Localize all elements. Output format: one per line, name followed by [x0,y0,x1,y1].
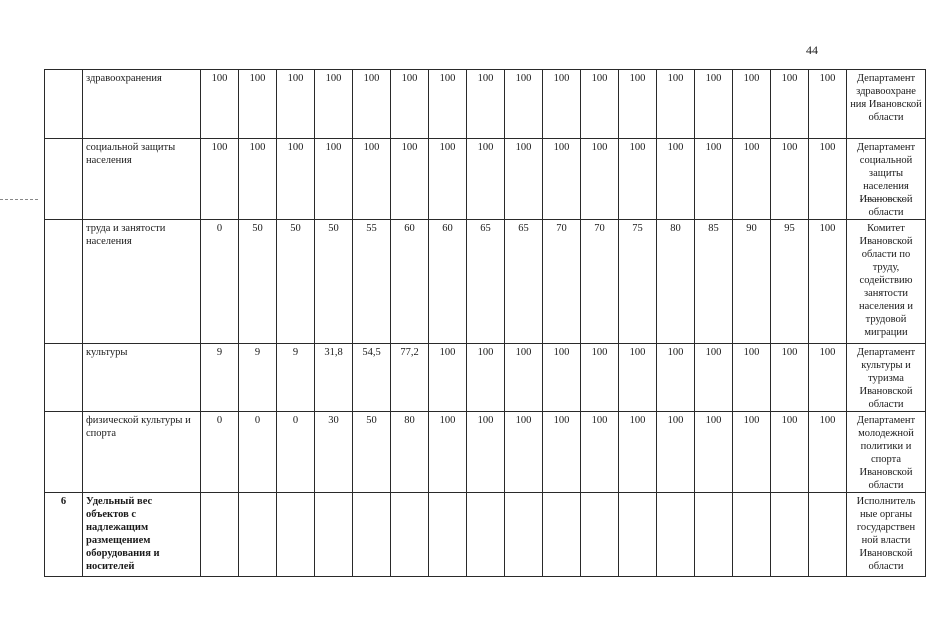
value-cell: 100 [809,70,847,139]
value-cell: 95 [771,220,809,344]
value-cell: 100 [809,412,847,493]
value-cell: 100 [505,412,543,493]
value-cell [467,493,505,577]
value-cell: 100 [695,412,733,493]
value-cell [543,493,581,577]
row-name: здравоохранения [83,70,201,139]
value-cell: 80 [391,412,429,493]
value-cell [695,493,733,577]
value-cell: 100 [239,70,277,139]
row-name: Удельный вес объектов с надлежащим размещением оборудования и носителей [83,493,201,577]
value-cell: 50 [353,412,391,493]
value-cell [505,493,543,577]
row-name: социальной защиты населения [83,139,201,220]
value-cell: 55 [353,220,391,344]
value-cell: 0 [239,412,277,493]
value-cell: 100 [771,412,809,493]
value-cell: 100 [733,139,771,220]
executor-cell: Департамент социальной защиты населения Ивановской области [847,139,926,220]
value-cell: 100 [353,70,391,139]
value-cell: 70 [543,220,581,344]
value-cell: 100 [505,70,543,139]
value-cell: 9 [201,344,239,412]
value-cell: 100 [505,139,543,220]
value-cell: 65 [505,220,543,344]
value-cell: 100 [581,412,619,493]
value-cell: 65 [467,220,505,344]
value-cell: 0 [277,412,315,493]
value-cell: 75 [619,220,657,344]
value-cell [315,493,353,577]
value-cell: 100 [467,412,505,493]
row-index [45,344,83,412]
value-cell: 100 [543,139,581,220]
value-cell: 100 [467,70,505,139]
value-cell: 100 [657,412,695,493]
value-cell: 100 [581,139,619,220]
value-cell: 100 [809,344,847,412]
value-cell: 100 [315,139,353,220]
row-name: культуры [83,344,201,412]
table-row [45,344,926,412]
value-cell: 30 [315,412,353,493]
value-cell: 50 [239,220,277,344]
value-cell [429,493,467,577]
value-cell: 100 [467,344,505,412]
value-cell: 100 [429,412,467,493]
table-row [45,139,926,220]
value-cell: 100 [695,344,733,412]
value-cell: 60 [391,220,429,344]
value-cell: 70 [581,220,619,344]
value-cell [771,493,809,577]
row-index [45,139,83,220]
page-number: 44 [806,43,818,57]
value-cell: 9 [277,344,315,412]
value-cell: 100 [315,70,353,139]
value-cell: 100 [429,344,467,412]
value-cell: 0 [201,412,239,493]
value-cell: 100 [581,344,619,412]
value-cell: 50 [315,220,353,344]
value-cell: 100 [619,412,657,493]
executor-cell: Комитет Ивановской области по труду, содействию занятости населения и трудовой миграции [847,220,926,344]
value-cell: 100 [391,139,429,220]
value-cell: 100 [391,70,429,139]
value-cell: 77,2 [391,344,429,412]
value-cell: 100 [505,344,543,412]
value-cell: 100 [277,139,315,220]
value-cell: 100 [695,139,733,220]
value-cell: 100 [201,139,239,220]
scan-artifact-dash-left [0,199,38,200]
value-cell: 100 [239,139,277,220]
value-cell [353,493,391,577]
table-row [45,70,926,139]
row-name: труда и занятости населения [83,220,201,344]
value-cell [277,493,315,577]
executor-cell: Исполнитель ные органы государствен ной власти Ивановской области [847,493,926,577]
value-cell: 100 [543,344,581,412]
value-cell: 100 [771,70,809,139]
executor-cell: Департамент здравоохране ния Ивановской области [847,70,926,139]
value-cell: 100 [657,139,695,220]
value-cell: 85 [695,220,733,344]
value-cell: 100 [467,139,505,220]
value-cell: 100 [277,70,315,139]
value-cell: 100 [733,70,771,139]
table-row [45,493,926,577]
value-cell: 9 [239,344,277,412]
indicators-table [44,69,926,577]
executor-cell: Департамент молодежной политики и спорта Ивановской области [847,412,926,493]
row-index [45,70,83,139]
value-cell: 60 [429,220,467,344]
value-cell: 100 [353,139,391,220]
value-cell [201,493,239,577]
value-cell: 0 [201,220,239,344]
value-cell: 100 [429,70,467,139]
value-cell: 100 [581,70,619,139]
value-cell: 100 [201,70,239,139]
value-cell: 100 [771,344,809,412]
value-cell [581,493,619,577]
value-cell: 100 [695,70,733,139]
row-index [45,412,83,493]
value-cell: 100 [619,139,657,220]
value-cell: 100 [733,344,771,412]
value-cell: 100 [733,412,771,493]
value-cell: 100 [543,412,581,493]
value-cell: 100 [619,70,657,139]
table-row [45,220,926,344]
value-cell: 50 [277,220,315,344]
row-index [45,220,83,344]
value-cell [391,493,429,577]
row-name: физической культуры и спорта [83,412,201,493]
value-cell: 90 [733,220,771,344]
executor-cell: Департамент культуры и туризма Ивановской области [847,344,926,412]
value-cell [239,493,277,577]
value-cell [733,493,771,577]
value-cell [809,493,847,577]
value-cell: 100 [429,139,467,220]
value-cell: 100 [657,344,695,412]
table-row [45,412,926,493]
value-cell: 80 [657,220,695,344]
value-cell: 100 [771,139,809,220]
row-index: 6 [45,493,83,577]
value-cell: 100 [543,70,581,139]
value-cell: 100 [619,344,657,412]
value-cell: 100 [809,139,847,220]
value-cell [619,493,657,577]
value-cell: 31,8 [315,344,353,412]
value-cell: 100 [657,70,695,139]
value-cell [657,493,695,577]
value-cell: 54,5 [353,344,391,412]
value-cell: 100 [809,220,847,344]
